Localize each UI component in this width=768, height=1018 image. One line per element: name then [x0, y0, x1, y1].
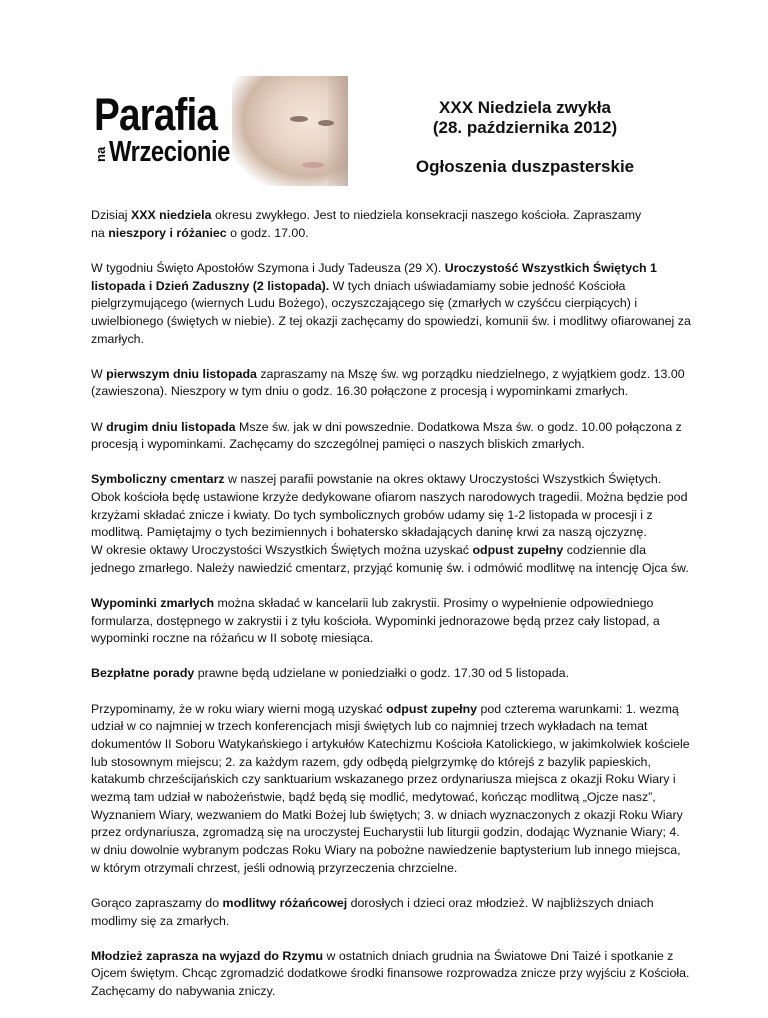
emphasized-text: XXX niedziela — [130, 208, 212, 222]
emphasized-text: Uroczystość Wszystkich Świętych 1 listopada i Dzień Zaduszny (2 listopada). — [91, 260, 657, 293]
emphasized-text: Symboliczny cmentarz — [91, 472, 225, 487]
announcement-paragraph — [91, 471, 691, 577]
paragraph-text: pod czterema warunkami: 1. wezmą udział w co najmniej w trzech konferencjach misji świętych lub co najmniej trzech wykładach na temat dokumentów II Soboru Watykańskiego i artykułów Katechizmu Kościoła Katolickiego, w jakimkolwiek kościele lub stosownym miejscu; 2. za każdym razem, gdy odbędą pielgrzymkę do którejś z bazylik papieskich, katakumb chrześcijańskich czy sanktuarium wskazanego przez ordynariusza miejsca z okazji Roku Wiary i wezmą tam udział w nabożeństwie, bądź będą się modlić, medytować, kończąc modlitwą „Ojcze nasz”, Wyznaniem Wiary, wezwaniem do Matki Bożej lub świętych; 3. w dniach wyznaczonych z okazji Roku Wiary przez ordynariusza, zgromadzą się na uroczystej Eucharystii lub liturgii godzin, dodając Wyznanie Wiary; 4. w dniu dowolnie wybranym podczas Roku Wiary na pobożne nawiedzenie baptysterium lub innego miejsca, w którym otrzymali chrzest, jeśli odnowią przyrzeczenia chrzcielne. — [91, 701, 690, 875]
sunday-date: (28. października 2012) — [432, 118, 618, 137]
photo-eye — [290, 116, 308, 122]
sunday-title: XXX Niedziela zwykła — [439, 98, 611, 117]
paragraph-text: Przypominamy, że w roku wiary wierni mogą uzyskać — [91, 701, 387, 716]
paragraph-text: można składać w kancelarii lub zakrystii. Prosimy o wypełnienie odpowiedniego formularza, dostępnego w zakrystii i z tyłu kościoła. Wypominki jednorazowe będą przez cały listopad, a wypominki roczne na różańcu w II sobotę miesiąca. — [91, 595, 660, 646]
paragraph-text: dorosłych i dzieci oraz młodzież. W najbliższych dniach modlimy się za zmarłych. — [91, 895, 654, 928]
announcements-title: Ogłoszenia duszpasterskie — [415, 157, 635, 176]
photo-eye — [318, 120, 334, 126]
announcement-paragraph — [91, 595, 691, 648]
announcement-paragraph — [91, 948, 691, 1001]
emphasized-text: Młodzież zaprasza na wyjazd do Rzymu — [91, 948, 324, 963]
photo-lips — [302, 162, 324, 168]
emphasized-text: odpust zupełny — [386, 701, 478, 716]
logo-word-parafia: Parafia — [94, 89, 218, 140]
emphasized-text: nieszpory i różaniec — [108, 225, 227, 240]
logo-word-na: na — [93, 146, 108, 162]
paragraph-text: na — [91, 225, 109, 240]
announcements-body — [91, 207, 691, 1018]
madonna-photo — [232, 76, 348, 186]
emphasized-text: odpust zupełny — [472, 543, 564, 558]
logo-word-wrzecionie: Wrzecionie — [109, 136, 231, 168]
paragraph-text: Gorąco zapraszamy do — [91, 895, 223, 910]
paragraph-text: okresu zwykłego. Jest to niedziela konsekracji naszego kościoła. Zapraszamy — [211, 208, 642, 222]
announcement-paragraph — [91, 665, 691, 683]
paragraph-text: o godz. 17.00. — [226, 225, 309, 240]
paragraph-text: W — [91, 366, 107, 381]
emphasized-text: pierwszym dniu listopada — [106, 366, 257, 381]
paragraph-text: codziennie dla jednego zmarłego. Należy nawiedzić cmentarz, przyjąć komunię św. i odmówić modlitwę na intencję Ojca św. — [91, 543, 689, 575]
announcement-paragraph — [91, 207, 691, 242]
paragraph-text: W — [91, 419, 107, 434]
announcement-paragraph — [91, 895, 691, 930]
paragraph-text: W okresie oktawy Uroczystości Wszystkich Świętych można uzyskać — [91, 543, 473, 558]
announcement-paragraph — [91, 701, 691, 878]
paragraph-text: W tygodniu Święto Apostołów Szymona i Judy Tadeusza (29 X). — [91, 260, 445, 275]
announcement-paragraph — [91, 366, 691, 401]
paragraph-text: W tych dniach uświadamiamy sobie jedność Kościoła pielgrzymującego (wiernych Ludu Bożego), oczyszczającego się (zmarłych w czyśćcu cierpiących) i uwielbionego (świętych w niebie). Z tej okazji zachęcamy do spowiedzi, komunii św. i modlitwy ofiarowanej za zmarłych. — [91, 278, 691, 346]
paragraph-text: prawne będą udzielane w poniedziałki o godz. 17.30 od 5 listopada. — [194, 666, 570, 681]
photo-hair — [328, 76, 348, 186]
emphasized-text: Wypominki zmarłych — [91, 595, 215, 610]
paragraph-text: Msze św. jak w dni powszednie. Dodatkowa Msza św. o godz. 10.00 połączona z procesją i wypominkami. Zachęcamy do szczególnej pamięci o naszych bliskich zmarłych. — [91, 419, 682, 452]
emphasized-text: drugim dniu listopada — [106, 419, 236, 434]
paragraph-text: w ostatnich dniach grudnia na Światowe Dni Taizé i spotkanie z Ojcem świętym. Chcąc zgromadzić dodatkowe środki finansowe rozprowadza znicze przy wyjściu z Kościoła. Zachęcamy do nabywania zniczy. — [91, 948, 690, 999]
emphasized-text: modlitwy różańcowej — [222, 895, 348, 910]
paragraph-text: w naszej parafii powstanie na okres oktawy Uroczystości Wszystkich Świętych. Obok kościoła będę ustawione krzyże dedykowane ofiarom naszych narodowych tragedii. Można będzie pod krzyżami składać znicze i kwiaty. Do tych symbolicznych grobów udamy się 1-2 listopada w procesji i z modlitwą. Pamiętajmy o tych bezimiennych i bohatersko składających daninę krwi za naszą ojczyznę. — [91, 472, 688, 540]
announcement-paragraph — [91, 419, 691, 454]
paragraph-text: Dzisiaj — [91, 208, 131, 222]
paragraph-text: zapraszamy na Mszę św. wg porządku niedzielnego, z wyjątkiem godz. 13.00 (zawieszona). Nieszpory w tym dniu o godz. 16.30 połączone z procesją i wypominkami zmarłych. — [91, 366, 685, 399]
announcement-paragraph — [91, 260, 691, 349]
emphasized-text: Bezpłatne porady — [91, 666, 195, 681]
